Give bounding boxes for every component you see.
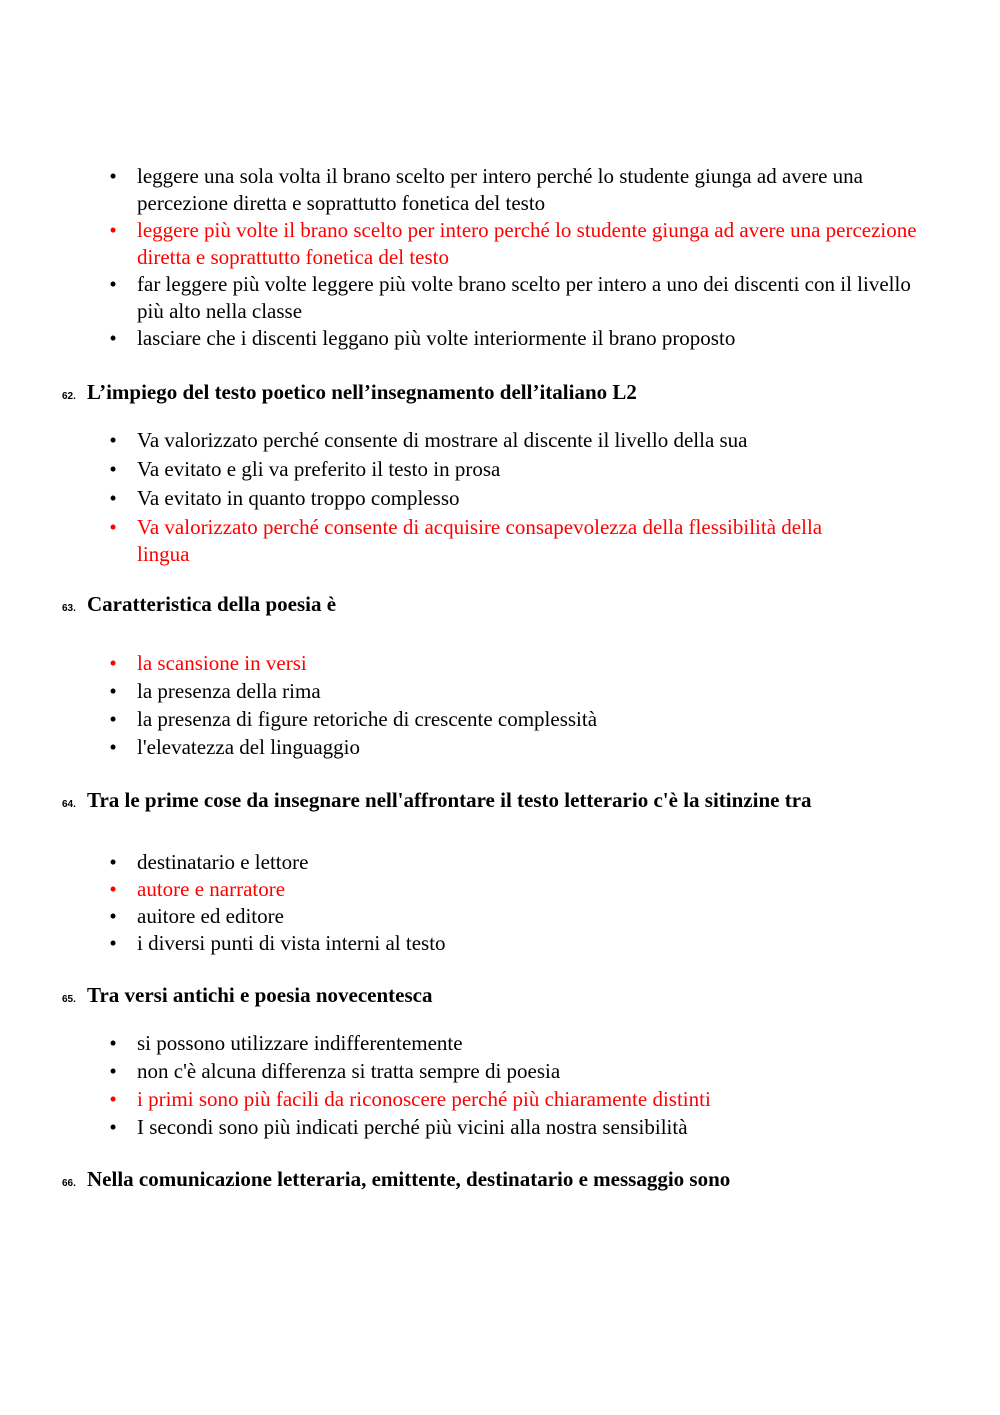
answer-option-correct bbox=[108, 650, 938, 677]
answer-text: la presenza della rima bbox=[137, 679, 321, 703]
answer-text: la presenza di figure retoriche di crescente complessità bbox=[137, 707, 598, 731]
answer-text: i primi sono più facili da riconoscere perché più chiaramente distinti bbox=[137, 1087, 711, 1111]
answer-option bbox=[108, 678, 938, 705]
answer-option bbox=[108, 427, 878, 454]
bullet-icon: • bbox=[109, 735, 117, 759]
answer-text: leggere una sola volta il brano scelto per intero perché lo studente giunga ad avere una percezione diretta e soprattutto fonetica del testo bbox=[137, 164, 863, 215]
answer-option bbox=[108, 1030, 938, 1057]
answer-list bbox=[108, 163, 923, 352]
answer-text: destinatario e lettore bbox=[137, 850, 309, 874]
bullet-icon: • bbox=[109, 904, 117, 928]
answer-text: si possono utilizzare indifferentemente bbox=[137, 1031, 463, 1055]
answer-option bbox=[108, 1058, 938, 1085]
bullet-icon: • bbox=[109, 428, 117, 452]
answer-text: I secondi sono più indicati perché più vicini alla nostra sensibilità bbox=[137, 1115, 688, 1139]
answer-text: l'elevatezza del linguaggio bbox=[137, 735, 361, 759]
bullet-icon: • bbox=[109, 457, 117, 481]
question-number: 65. bbox=[62, 994, 76, 1005]
bullet-icon: • bbox=[109, 164, 117, 188]
bullet-icon: • bbox=[109, 218, 117, 242]
question-number: 66. bbox=[62, 1178, 76, 1189]
answer-text: Va evitato in quanto troppo complesso bbox=[137, 486, 460, 510]
answer-list bbox=[108, 650, 938, 761]
answer-text: leggere più volte il brano scelto per intero perché lo studente giunga ad avere una percezione diretta e soprattutto fonetica del testo bbox=[137, 218, 917, 269]
bullet-icon: • bbox=[109, 679, 117, 703]
answer-text: Va valorizzato perché consente di acquisire consapevolezza della flessibilità della lingua bbox=[137, 515, 823, 566]
answer-option bbox=[108, 706, 938, 733]
answer-text: la scansione in versi bbox=[137, 651, 307, 675]
answer-option bbox=[108, 163, 923, 217]
question-text: L’impiego del testo poetico nell’insegnamento dell’italiano L2 bbox=[87, 380, 637, 404]
bullet-icon: • bbox=[109, 1059, 117, 1083]
bullet-icon: • bbox=[109, 1031, 117, 1055]
question-heading bbox=[62, 379, 962, 410]
question-heading bbox=[62, 982, 962, 1013]
question-text: Caratteristica della poesia è bbox=[87, 592, 337, 616]
bullet-icon: • bbox=[109, 850, 117, 874]
answer-text: auitore ed editore bbox=[137, 904, 284, 928]
answer-list bbox=[108, 1030, 938, 1141]
question-number: 63. bbox=[62, 603, 76, 614]
answer-text: Va evitato e gli va preferito il testo in prosa bbox=[137, 457, 501, 481]
answer-list bbox=[108, 849, 938, 957]
answer-option bbox=[108, 271, 923, 325]
answer-text: far leggere più volte leggere più volte brano scelto per intero a uno dei discenti con il livello più alto nella classe bbox=[137, 272, 911, 323]
question-number: 64. bbox=[62, 799, 76, 810]
question-text: Tra versi antichi e poesia novecentesca bbox=[87, 983, 433, 1007]
answer-text: i diversi punti di vista interni al testo bbox=[137, 931, 446, 955]
bullet-icon: • bbox=[109, 707, 117, 731]
bullet-icon: • bbox=[109, 1115, 117, 1139]
answer-option bbox=[108, 485, 878, 512]
answer-text: lasciare che i discenti leggano più volte interiormente il brano proposto bbox=[137, 326, 736, 350]
answer-option bbox=[108, 734, 938, 761]
answer-option bbox=[108, 456, 878, 483]
bullet-icon: • bbox=[109, 326, 117, 350]
question-text: Tra le prime cose da insegnare nell'affrontare il testo letterario c'è la sitinzine tra bbox=[87, 788, 812, 812]
question-heading bbox=[62, 1166, 962, 1197]
question-text: Nella comunicazione letteraria, emittente, destinatario e messaggio sono bbox=[87, 1167, 731, 1191]
bullet-icon: • bbox=[109, 931, 117, 955]
answer-list bbox=[108, 427, 878, 568]
answer-option-correct bbox=[108, 876, 938, 903]
answer-option bbox=[108, 930, 938, 957]
bullet-icon: • bbox=[109, 486, 117, 510]
bullet-icon: • bbox=[109, 272, 117, 296]
answer-option bbox=[108, 325, 923, 352]
question-heading bbox=[62, 591, 962, 622]
answer-option bbox=[108, 1114, 938, 1141]
bullet-icon: • bbox=[109, 1087, 117, 1111]
answer-option-correct bbox=[108, 514, 878, 568]
bullet-icon: • bbox=[109, 651, 117, 675]
answer-text: autore e narratore bbox=[137, 877, 286, 901]
answer-option bbox=[108, 903, 938, 930]
answer-option-correct bbox=[108, 217, 923, 271]
question-number: 62. bbox=[62, 391, 76, 402]
answer-option bbox=[108, 849, 938, 876]
bullet-icon: • bbox=[109, 877, 117, 901]
answer-option-correct bbox=[108, 1086, 938, 1113]
bullet-icon: • bbox=[109, 515, 117, 539]
answer-text: Va valorizzato perché consente di mostrare al discente il livello della sua bbox=[137, 428, 748, 452]
question-heading bbox=[62, 787, 962, 818]
answer-text: non c'è alcuna differenza si tratta sempre di poesia bbox=[137, 1059, 561, 1083]
